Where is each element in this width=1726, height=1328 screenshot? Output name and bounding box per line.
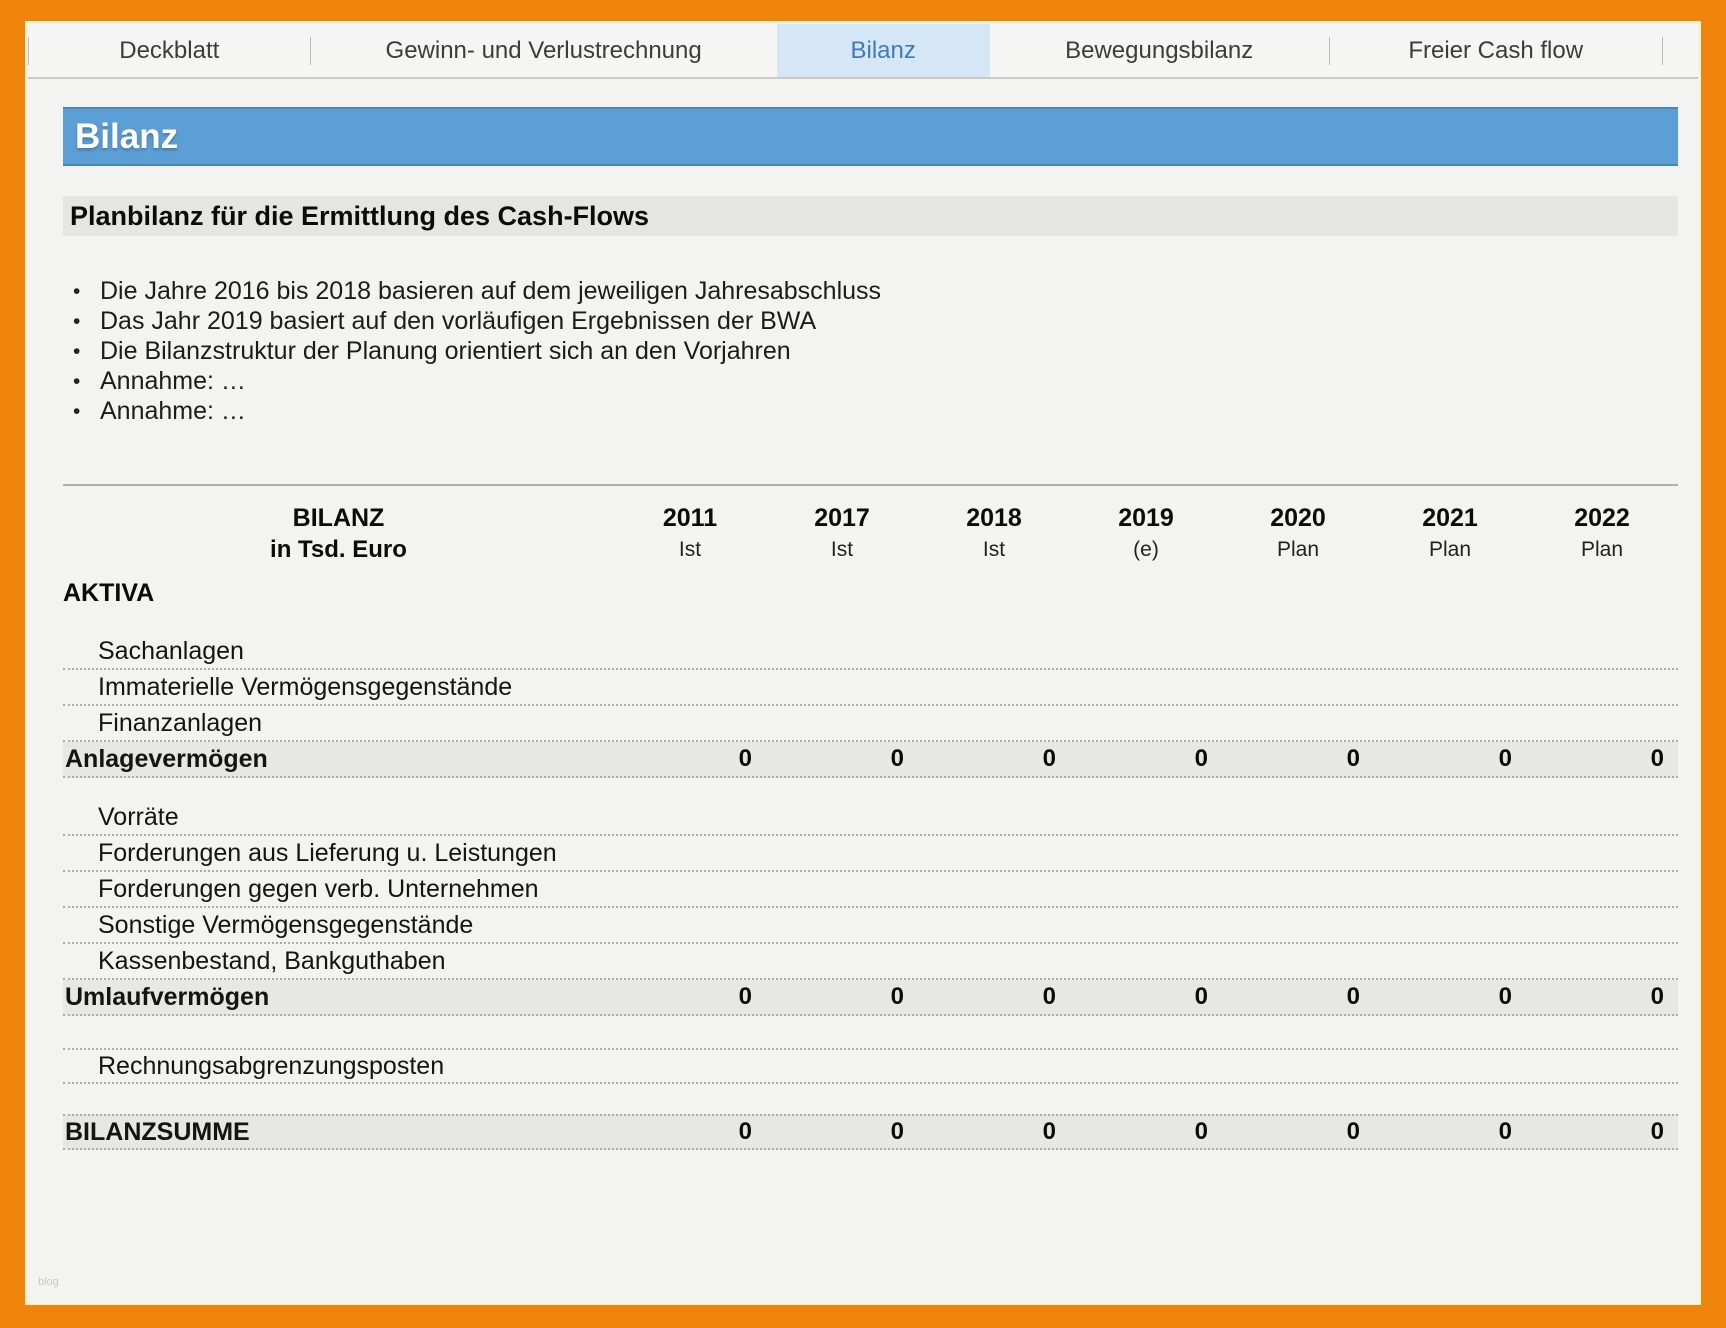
year-header-cell[interactable]: 2019 [1118, 503, 1174, 532]
row-label-cell[interactable]: Umlaufvermögen [65, 982, 270, 1011]
value-cell[interactable]: 0 [738, 983, 752, 1010]
value-cell[interactable]: 0 [1498, 983, 1512, 1010]
table-row-umlaufvermoegen [63, 980, 1678, 1016]
section-aktiva [63, 566, 1678, 610]
tab-bilanz-active[interactable]: Bilanz [777, 24, 990, 77]
year-header-cell[interactable]: 2017 [814, 503, 870, 532]
note-item: • Die Jahre 2016 bis 2018 basieren auf dem jeweiligen Jahresabschluss [63, 276, 1678, 306]
page-title-bar [63, 107, 1678, 166]
table-row-forderungen-unternehmen [63, 872, 1678, 908]
table-row-immaterielle [63, 670, 1678, 706]
row-label-cell[interactable]: Kassenbestand, Bankguthaben [98, 946, 446, 975]
row-label-cell[interactable]: BILANZSUMME [65, 1117, 250, 1146]
table-row-bilanzsumme [63, 1114, 1678, 1150]
year-header-cell[interactable]: 2020 [1270, 503, 1326, 532]
section-divider [63, 484, 1678, 486]
value-cell[interactable]: 0 [1194, 745, 1208, 772]
value-cell[interactable]: 0 [890, 983, 904, 1010]
value-cell[interactable]: 0 [1650, 1118, 1664, 1145]
table-row-sachanlagen [63, 634, 1678, 670]
table-row-vorraete [63, 800, 1678, 836]
page-title: Bilanz [75, 116, 179, 156]
table-rows [63, 634, 1678, 1150]
value-cell[interactable]: 0 [1650, 745, 1664, 772]
table-row-kassenbestand [63, 944, 1678, 980]
row-label-cell[interactable]: Anlagevermögen [65, 744, 268, 773]
table-title-cell[interactable]: BILANZ [292, 503, 385, 532]
row-label-cell[interactable]: Vorräte [98, 802, 179, 831]
subtitle-bar [63, 196, 1678, 236]
row-spacer [63, 1016, 1678, 1048]
tab-freier-cash-flow[interactable]: Freier Cash flow [1408, 36, 1584, 64]
value-cell[interactable]: 0 [738, 745, 752, 772]
row-label-cell[interactable]: Sachanlagen [98, 636, 244, 665]
document-page [28, 24, 1698, 1302]
note-item: • Die Bilanzstruktur der Planung orientiert sich an den Vorjahren [63, 336, 1678, 366]
value-cell[interactable]: 0 [1042, 983, 1056, 1010]
row-label-cell[interactable]: Forderungen gegen verb. Unternehmen [98, 874, 539, 903]
notes-list [63, 276, 1678, 426]
status-header-cell[interactable]: Plan [1428, 538, 1472, 561]
status-header-cell[interactable]: Ist [830, 538, 854, 561]
row-label-cell[interactable]: Finanzanlagen [98, 708, 263, 737]
value-cell[interactable]: 0 [1194, 1118, 1208, 1145]
value-cell[interactable]: 0 [1042, 1118, 1056, 1145]
year-header-cell[interactable]: 2018 [966, 503, 1022, 532]
row-spacer [63, 778, 1678, 800]
sheet-tab-bar [28, 24, 1698, 79]
value-cell[interactable]: 0 [1498, 1118, 1512, 1145]
tab-bar-padding [1663, 24, 1698, 77]
table-header-status [63, 534, 1678, 566]
value-cell[interactable]: 0 [890, 1118, 904, 1145]
year-header-cell[interactable]: 2021 [1422, 503, 1478, 532]
section-label[interactable]: AKTIVA [63, 578, 155, 607]
year-header-cell[interactable]: 2011 [662, 503, 718, 532]
status-header-cell[interactable]: Plan [1276, 538, 1320, 561]
row-label-cell[interactable]: Sonstige Vermögensgegenstände [98, 910, 474, 939]
status-header-cell[interactable]: Ist [678, 538, 702, 561]
note-item: • Annahme: … [63, 396, 1678, 426]
row-label-cell[interactable]: Rechnungsabgrenzungsposten [98, 1051, 445, 1080]
row-label-cell[interactable]: Forderungen aus Lieferung u. Leistungen [98, 838, 557, 867]
table-row-anlagevermoegen [63, 742, 1678, 778]
table-unit-cell[interactable]: in Tsd. Euro [270, 536, 407, 563]
value-cell[interactable]: 0 [1346, 1118, 1360, 1145]
value-cell[interactable]: 0 [1650, 983, 1664, 1010]
table-row-forderungen-lieferung [63, 836, 1678, 872]
balance-table [63, 492, 1678, 1150]
row-spacer [63, 1084, 1678, 1114]
year-header-cell[interactable]: 2022 [1574, 503, 1630, 532]
status-header-cell[interactable]: Plan [1580, 538, 1624, 561]
value-cell[interactable]: 0 [1346, 745, 1360, 772]
value-cell[interactable]: 0 [890, 745, 904, 772]
watermark-text: blog [38, 1276, 59, 1288]
value-cell[interactable]: 0 [1194, 983, 1208, 1010]
row-label-cell[interactable]: Immaterielle Vermögensgegenstände [98, 672, 513, 701]
table-row-finanzanlagen [63, 706, 1678, 742]
note-item: • Das Jahr 2019 basiert auf den vorläufigen Ergebnissen der BWA [63, 306, 1678, 336]
tab-deckblatt[interactable]: Deckblatt [119, 36, 220, 64]
status-header-cell[interactable]: Ist [982, 538, 1006, 561]
table-row-sonstige [63, 908, 1678, 944]
table-header-years [63, 492, 1678, 534]
subtitle-text: Planbilanz für die Ermittlung des Cash-Flows [70, 200, 650, 231]
note-item: • Annahme: … [63, 366, 1678, 396]
tab-gewinn-und-verlustrechnung[interactable]: Gewinn- und Verlustrechnung [385, 36, 702, 64]
value-cell[interactable]: 0 [738, 1118, 752, 1145]
tab-bewegungsbilanz[interactable]: Bewegungsbilanz [1065, 36, 1254, 64]
status-header-cell[interactable]: (e) [1133, 538, 1159, 561]
value-cell[interactable]: 0 [1346, 983, 1360, 1010]
value-cell[interactable]: 0 [1042, 745, 1056, 772]
table-row-rechnungsabgrenzungsposten [63, 1048, 1678, 1084]
value-cell[interactable]: 0 [1498, 745, 1512, 772]
